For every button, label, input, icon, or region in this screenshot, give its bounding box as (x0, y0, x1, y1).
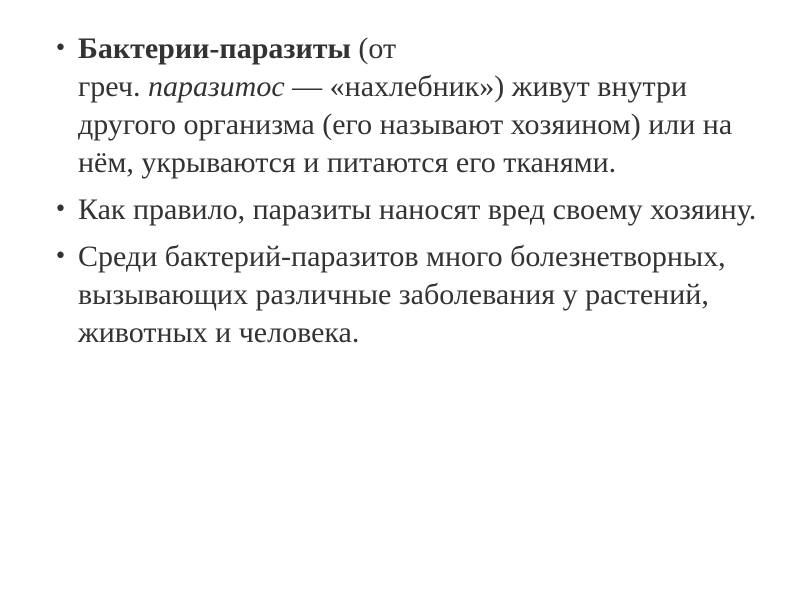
text-segment: — «нахлебник») живут внутри другого организма (его называют хозяином) или на нём, укрываются и питаются его тканями. (78, 70, 733, 179)
text-segment: Как правило, паразиты наносят вред своему хозяину. (78, 193, 757, 226)
bullet-item-harm (54, 191, 758, 229)
text-segment: Среди бактерий-паразитов много болезнетворных, вызывающих различные заболевания у растений, животных и человека. (78, 240, 726, 349)
bullet-dot-icon: • (54, 197, 67, 222)
bullet-item-pathogens (54, 238, 758, 352)
etymology-word: паразитос (147, 70, 285, 103)
bullet-list (54, 30, 758, 361)
text-segment: греч. (78, 70, 148, 103)
bullet-dot-icon: • (54, 36, 67, 61)
bullet-item-bacteria-parasites (54, 30, 758, 182)
text-segment: (от (350, 32, 397, 65)
bullet-dot-icon: • (54, 244, 67, 269)
term-bacteria-parasites: Бактерии-паразиты (78, 32, 351, 65)
